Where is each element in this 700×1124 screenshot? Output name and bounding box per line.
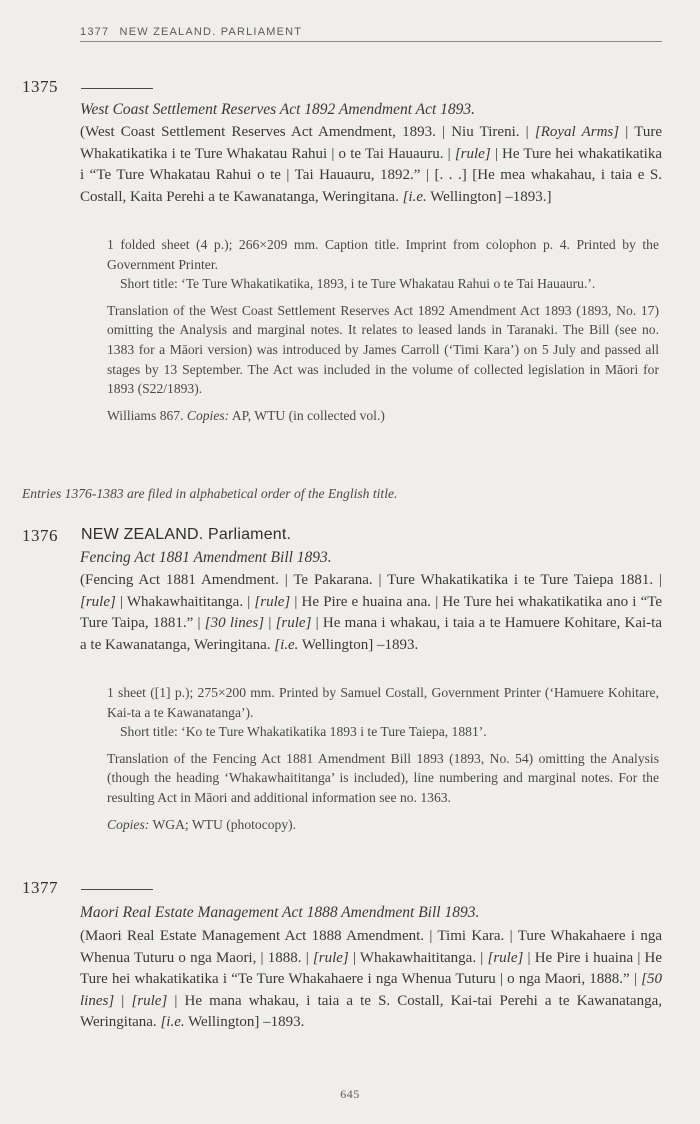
transcription-text: | He mana i whakau, i taia a te Hamuere Kohitare, Kai-ta a te Kawanatanga, Weringitana. <box>80 615 662 653</box>
transcription-text: (Fencing Act 1881 Amendment. | Te Pakarana. | Ture Whakatikatika i te Ture Taiepa 1881. | <box>80 572 662 588</box>
transcription-text: | Whakawhaititanga. | <box>115 593 255 610</box>
transcription-text: Wellington] –1893.] <box>426 188 552 205</box>
entry-copies <box>107 815 659 835</box>
editorial-note: [rule] <box>487 949 524 966</box>
transcription-text: | He mana whakau, i taia a te S. Costall, Kai-tai Perehi a te Kawanatanga, Weringitana. <box>80 992 662 1030</box>
entry-transcription <box>80 122 662 208</box>
running-head-page-number: 1377 <box>80 26 110 38</box>
entry-transcription <box>80 570 662 656</box>
physical-description: 1 folded sheet (4 p.); 266×209 mm. Caption title. Imprint from colophon p. 4. Printed by the Government Printer. <box>107 237 659 272</box>
entry-title: Maori Real Estate Management Act 1888 Amendment Bill 1893. <box>80 904 480 921</box>
editorial-note: [rule] <box>312 949 349 966</box>
entry-heading-dash <box>81 889 153 890</box>
transcription-text: (Maori Real Estate Management Act 1888 Amendment. | Timi Kara. | Ture Whakahaere i nga Whenua Tuturu o nga Maori, | 1888. | <box>80 928 662 966</box>
entry-title: West Coast Settlement Reserves Act 1892 Amendment Act 1893. <box>80 101 476 118</box>
transcription-text: | He Ture hei whakatikatika i “Te Ture Whakatau Rahui o te | Tai Hauauru, 1892.” | [. . .] [He mea whakahau, i taia e S. Costall, Kaita Perehi a te Kawanatanga, Weringitana. <box>80 145 662 205</box>
entry-title: Fencing Act 1881 Amendment Bill 1893. <box>80 549 332 566</box>
entry-reference-copies <box>107 406 659 426</box>
editorial-note: [i.e. <box>274 636 299 653</box>
entry-number: 1376 <box>22 526 58 545</box>
editorial-note: [rule] <box>275 615 312 631</box>
transcription-text: Wellington] –1893. <box>184 1014 305 1030</box>
reference: Williams 867. <box>107 407 184 423</box>
copies: AP, WTU (in collected vol.) <box>231 407 385 423</box>
short-title: Short title: ‘Ko te Ture Whakatikatika 1893 i te Ture Taiepa, 1881’. <box>120 724 487 740</box>
short-title: Short title: ‘Te Ture Whakatikatika, 1893, i te Ture Whakatau Rahui o te Tai Hauauru.’. <box>120 276 596 292</box>
transcription-text: | He Pire i huaina | He Ture hei whakatikatika i “Te Ture Whakahaere i nga Whenua Tuturu | o nga Maori, 1888.” | <box>80 949 663 987</box>
transcription-text: Wellington] –1893. <box>298 636 419 653</box>
entry-transcription <box>80 926 662 1034</box>
folio-page-number: 645 <box>340 1087 360 1101</box>
transcription-text: | He Pire e huaina ana. | He Ture hei whakatikatika ano i “Te Ture Taipa, 1881.” | <box>80 593 662 631</box>
transcription-text: | <box>264 615 276 631</box>
entry-heading: NEW ZEALAND. Parliament. <box>81 526 292 543</box>
editorial-note: [rule] <box>131 992 168 1009</box>
entry-note: Translation of the West Coast Settlement Reserves Act 1892 Amendment Act 1893 (1893, No. 17) omitting the Analysis and marginal notes. It relates to leased lands in Taranaki. The Bill (see no. 1383 for a Māori version) was introduced by James Carroll (‘Timi Kara’) on 5 July and passed all stages by 13 September. The Act was included in the volume of collected legislation in Māori for 1893 (S22/1893). <box>107 302 659 397</box>
transcription-text: | Ture Whakatikatika i te Ture Whakatau Rahui | o te Tai Hauauru. | <box>80 124 662 162</box>
transcription-text: | <box>114 992 132 1009</box>
filed-note: Entries 1376-1383 are filed in alphabetical order of the English title. <box>22 486 398 501</box>
physical-description: 1 sheet ([1] p.); 275×200 mm. Printed by Samuel Costall, Government Printer (‘Hamuere Kohitare, Kai-ta a te Kawanatanga’). <box>107 685 659 720</box>
copies: WGA; WTU (photocopy). <box>152 816 297 832</box>
entry-notes <box>107 683 659 834</box>
editorial-note: [i.e. <box>402 188 427 205</box>
entry-heading-dash <box>81 88 153 89</box>
editorial-note: [30 lines] <box>204 615 265 631</box>
editorial-note: [50 lines] <box>80 971 662 1009</box>
copies-label: Copies: <box>186 407 230 423</box>
editorial-note: [rule] <box>454 145 491 162</box>
editorial-note: [i.e. <box>160 1014 185 1030</box>
editorial-note: [rule] <box>254 593 291 610</box>
running-head-title: NEW ZEALAND. PARLIAMENT <box>119 26 303 38</box>
entry-number: 1375 <box>22 77 58 96</box>
copies-label: Copies: <box>107 816 150 832</box>
transcription-text: (West Coast Settlement Reserves Act Amendment, 1893. | Niu Tireni. | <box>80 124 535 140</box>
editorial-note: [rule] <box>80 593 116 610</box>
entry-number: 1377 <box>22 878 58 897</box>
editorial-note: [Royal Arms] <box>534 124 620 140</box>
transcription-text: | Whakawhaititanga. | <box>348 949 488 966</box>
running-head <box>80 26 662 42</box>
entry-notes <box>107 235 659 425</box>
entry-note: Translation of the Fencing Act 1881 Amendment Bill 1893 (1893, No. 54) omitting the Analysis (though the heading ‘Whakawhaititanga’ is included), line numbering and marginal notes. For the resulting Act in Māori and additional information see no. 1363. <box>107 750 659 805</box>
